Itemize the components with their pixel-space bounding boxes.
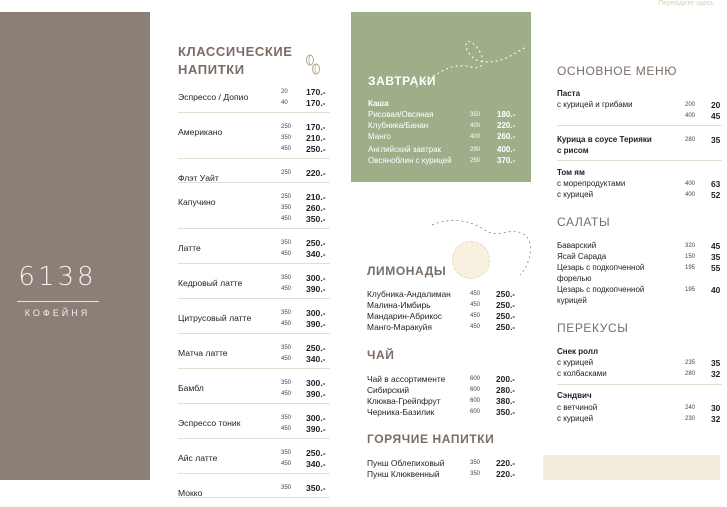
item-name: Английский завтрак bbox=[368, 145, 442, 154]
drink-item bbox=[178, 192, 330, 229]
item-volume: 400 bbox=[685, 192, 696, 198]
item-volume: 450 bbox=[470, 324, 481, 330]
drink-volume: 350 bbox=[281, 275, 292, 281]
drink-item bbox=[178, 483, 330, 498]
tea-row bbox=[367, 396, 527, 407]
dish-variant: с курицей и грибами bbox=[557, 100, 633, 109]
item-volume: 450 bbox=[470, 313, 481, 319]
classic-title-line1: КЛАССИЧЕСКИЕ bbox=[178, 44, 293, 59]
item-price: 400.- bbox=[497, 145, 516, 154]
dish-variant: с ветчиной bbox=[557, 403, 598, 412]
drink-name: Матча латте bbox=[178, 348, 228, 358]
item-price: 280.- bbox=[496, 385, 516, 395]
drink-price-line bbox=[178, 144, 330, 155]
dish-name: Сэндвич bbox=[557, 391, 592, 400]
item-volume: 150 bbox=[685, 254, 696, 260]
item-volume: 600 bbox=[470, 376, 481, 382]
drink-price: 300.- bbox=[306, 308, 326, 318]
drink-name: Флэт Уайт bbox=[178, 173, 219, 183]
drink-volume: 450 bbox=[281, 251, 292, 257]
drink-volume: 450 bbox=[281, 216, 292, 222]
drink-price-line bbox=[178, 192, 330, 207]
item-volume: 230 bbox=[685, 416, 696, 422]
drink-volume: 350 bbox=[281, 310, 292, 316]
classic-drinks-list bbox=[178, 87, 330, 498]
drink-item bbox=[178, 238, 330, 264]
item-name: Чай в ассортименте bbox=[367, 374, 446, 384]
drink-price: 350.- bbox=[306, 214, 326, 224]
item-price: 180.- bbox=[497, 110, 516, 119]
drink-price-line bbox=[178, 284, 330, 295]
drink-price-line bbox=[178, 424, 330, 435]
item-volume: 240 bbox=[685, 405, 696, 411]
drink-price: 170.- bbox=[306, 122, 326, 132]
drink-item bbox=[178, 343, 330, 369]
drink-price-line bbox=[178, 87, 330, 102]
lemonade-row bbox=[367, 289, 527, 300]
drink-price: 390.- bbox=[306, 319, 326, 329]
drink-price: 210.- bbox=[306, 133, 326, 143]
drink-price: 210.- bbox=[306, 192, 326, 202]
item-name: Ясай Сарада bbox=[557, 252, 607, 261]
item-name: Клюква-Грейпфрут bbox=[367, 396, 441, 406]
lemonade-row bbox=[367, 300, 527, 311]
dish-name-row bbox=[557, 89, 727, 100]
hot-drinks-title: ГОРЯЧИЕ НАПИТКИ bbox=[367, 432, 495, 446]
dish-name: Снек ролл bbox=[557, 347, 599, 356]
dish-name-row bbox=[557, 168, 727, 179]
drink-price-line bbox=[178, 319, 330, 330]
item-price: 250.- bbox=[496, 322, 516, 332]
drink-price-line bbox=[178, 98, 330, 109]
item-price: 20 bbox=[711, 100, 721, 110]
salad-row-cont bbox=[557, 296, 727, 307]
drink-price: 390.- bbox=[306, 389, 326, 399]
drink-volume: 450 bbox=[281, 356, 292, 362]
dish-variant-row bbox=[557, 179, 727, 190]
drink-price: 250.- bbox=[306, 144, 326, 154]
drink-name: Мокко bbox=[178, 488, 203, 498]
item-volume: 290 bbox=[470, 147, 481, 153]
drink-name: Кедровый латте bbox=[178, 278, 243, 288]
drink-volume: 450 bbox=[281, 426, 292, 432]
item-price: 220.- bbox=[496, 458, 516, 468]
item-price: 52 bbox=[711, 190, 721, 200]
brand-subtitle: КОФЕЙНЯ bbox=[24, 308, 91, 318]
dish-name-row bbox=[557, 391, 727, 402]
drink-price: 250.- bbox=[306, 448, 326, 458]
drink-price-line bbox=[178, 354, 330, 365]
drink-item bbox=[178, 122, 330, 159]
drink-name: Капучино bbox=[178, 197, 216, 207]
classic-title-line2: НАПИТКИ bbox=[178, 62, 245, 77]
drink-price: 340.- bbox=[306, 459, 326, 469]
drink-volume: 350 bbox=[281, 380, 292, 386]
item-price: 45 bbox=[711, 241, 721, 251]
drink-item bbox=[178, 168, 330, 183]
tea-row bbox=[367, 385, 527, 396]
dish-variant: с курицей bbox=[557, 414, 594, 423]
item-volume: 350 bbox=[470, 471, 481, 477]
drink-price-line bbox=[178, 168, 330, 183]
drink-item bbox=[178, 308, 330, 334]
drink-price: 340.- bbox=[306, 249, 326, 259]
item-volume: 280 bbox=[685, 371, 696, 377]
drink-price-line bbox=[178, 133, 330, 144]
item-name: Пунш Облепиховый bbox=[367, 458, 445, 468]
drink-volume: 350 bbox=[281, 135, 292, 141]
item-name: Манго bbox=[368, 132, 391, 141]
dish-name: Паста bbox=[557, 89, 581, 98]
drink-price: 350.- bbox=[306, 483, 326, 493]
lemonade-row bbox=[367, 311, 527, 322]
breakfast-row bbox=[368, 156, 523, 167]
hot-drink-row bbox=[367, 458, 527, 469]
breakfast-row bbox=[368, 145, 523, 156]
item-name: Малина-Имбирь bbox=[367, 300, 431, 310]
divider bbox=[178, 228, 330, 229]
breakfast-row bbox=[368, 121, 523, 132]
item-volume: 400 bbox=[685, 113, 696, 119]
drink-price-line bbox=[178, 308, 330, 323]
drink-price: 390.- bbox=[306, 424, 326, 434]
brand-panel bbox=[0, 12, 150, 480]
item-name: Черника-Базилик bbox=[367, 407, 435, 417]
salad-row bbox=[557, 285, 727, 296]
drink-volume: 350 bbox=[281, 205, 292, 211]
item-volume: 400 bbox=[470, 134, 481, 140]
dish-variant-row bbox=[557, 369, 727, 380]
item-price: 55 bbox=[711, 263, 721, 273]
snacks-title: ПЕРЕКУСЫ bbox=[557, 321, 629, 335]
dish-name: Том ям bbox=[557, 168, 585, 177]
divider bbox=[178, 368, 330, 369]
item-name: Рисовая/Овсяная bbox=[368, 110, 434, 119]
drink-volume: 450 bbox=[281, 461, 292, 467]
drink-name: Американо bbox=[178, 127, 223, 137]
drink-price-line bbox=[178, 389, 330, 400]
salad-row bbox=[557, 241, 727, 252]
divider bbox=[178, 112, 330, 113]
item-volume: 450 bbox=[470, 291, 481, 297]
dish-variant: с колбасками bbox=[557, 369, 607, 378]
drink-item bbox=[178, 413, 330, 439]
item-price: 220.- bbox=[496, 469, 516, 479]
divider bbox=[557, 125, 722, 126]
drink-volume: 250 bbox=[281, 170, 292, 176]
brand-name: 6138 bbox=[18, 262, 97, 292]
tea-row bbox=[367, 407, 527, 418]
dish-name-cont: с рисом bbox=[557, 146, 589, 155]
drink-price: 170.- bbox=[306, 87, 326, 97]
drink-volume: 250 bbox=[281, 194, 292, 200]
dish-variant: с курицей bbox=[557, 190, 594, 199]
dish-name-row bbox=[557, 347, 727, 358]
drink-item bbox=[178, 448, 330, 474]
item-price: 260.- bbox=[497, 132, 516, 141]
drink-price-line bbox=[178, 459, 330, 470]
breakfast-title: ЗАВТРАКИ bbox=[368, 74, 437, 88]
item-price: 63 bbox=[711, 179, 721, 189]
item-name: Цезарь с подкопченной bbox=[557, 285, 645, 294]
lemonade-row bbox=[367, 322, 527, 333]
drink-name: Эспрессо тоник bbox=[178, 418, 241, 428]
item-price: 250.- bbox=[496, 289, 516, 299]
item-price: 220.- bbox=[497, 121, 516, 130]
item-volume: 195 bbox=[685, 287, 696, 293]
drink-volume: 250 bbox=[281, 124, 292, 130]
dish-variant-row bbox=[557, 403, 727, 414]
item-volume: 350 bbox=[470, 112, 481, 118]
item-name: Овсяноблин с курицей bbox=[368, 156, 452, 165]
main-menu-title: ОСНОВНОЕ МЕНЮ bbox=[557, 64, 677, 78]
item-price: 35 bbox=[711, 252, 721, 262]
item-name: Баварский bbox=[557, 241, 597, 250]
item-price: 35 bbox=[711, 135, 721, 145]
classic-drinks-section bbox=[178, 43, 330, 507]
drink-name: Эспрессо / Допио bbox=[178, 92, 249, 102]
drink-price-line bbox=[178, 413, 330, 428]
drink-volume: 350 bbox=[281, 450, 292, 456]
item-name: Пунш Клюквенный bbox=[367, 469, 440, 479]
drink-volume: 450 bbox=[281, 391, 292, 397]
dish-name-row bbox=[557, 146, 727, 157]
divider bbox=[178, 438, 330, 439]
item-volume: 400 bbox=[685, 181, 696, 187]
item-price: 40 bbox=[711, 285, 721, 295]
drink-price-line bbox=[178, 343, 330, 358]
dish-variant-row bbox=[557, 414, 727, 425]
item-price: 32 bbox=[711, 414, 721, 424]
divider bbox=[178, 298, 330, 299]
item-volume: 350 bbox=[470, 460, 481, 466]
drink-volume: 20 bbox=[281, 89, 288, 95]
item-price: 200.- bbox=[496, 374, 516, 384]
lemonades-title: ЛИМОНАДЫ bbox=[367, 264, 447, 278]
divider bbox=[178, 333, 330, 334]
drink-name: Бамбл bbox=[178, 383, 204, 393]
drink-item bbox=[178, 273, 330, 299]
dish-variant: с курицей bbox=[557, 358, 594, 367]
drink-name: Цитрусовый латте bbox=[178, 313, 252, 323]
divider bbox=[557, 160, 722, 161]
drink-volume: 350 bbox=[281, 415, 292, 421]
drink-price: 300.- bbox=[306, 378, 326, 388]
drink-price-line bbox=[178, 273, 330, 288]
drink-volume: 350 bbox=[281, 345, 292, 351]
drink-price-line bbox=[178, 122, 330, 137]
item-volume: 280 bbox=[685, 137, 696, 143]
divider bbox=[557, 384, 722, 385]
item-name: Сибирский bbox=[367, 385, 410, 395]
drink-price: 300.- bbox=[306, 413, 326, 423]
drink-price-line bbox=[178, 448, 330, 463]
item-price: 380.- bbox=[496, 396, 516, 406]
item-name: Цезарь с подкопченной bbox=[557, 263, 645, 272]
item-volume: 450 bbox=[470, 302, 481, 308]
hot-drink-row bbox=[367, 469, 527, 480]
item-price: 35 bbox=[711, 358, 721, 368]
item-name: Мандарин-Абрикос bbox=[367, 311, 442, 321]
breakfast-row bbox=[368, 110, 523, 121]
dish-variant: с морепродуктами bbox=[557, 179, 626, 188]
item-name: Манго-Маракуйя bbox=[367, 322, 432, 332]
divider bbox=[178, 263, 330, 264]
item-name-cont: курицей bbox=[557, 296, 587, 305]
item-price: 30 bbox=[711, 403, 721, 413]
drink-name: Айс латте bbox=[178, 453, 218, 463]
drink-price-line bbox=[178, 249, 330, 260]
item-volume: 200 bbox=[685, 102, 696, 108]
item-volume: 600 bbox=[470, 398, 481, 404]
dish-variant-row bbox=[557, 111, 727, 122]
divider bbox=[178, 473, 330, 474]
drink-price-line bbox=[178, 214, 330, 225]
drink-volume: 450 bbox=[281, 146, 292, 152]
item-volume: 320 bbox=[685, 243, 696, 249]
drink-volume: 450 bbox=[281, 321, 292, 327]
drink-price: 390.- bbox=[306, 284, 326, 294]
item-name: Клубника-Андалиман bbox=[367, 289, 451, 299]
drink-price: 260.- bbox=[306, 203, 326, 213]
item-volume: 600 bbox=[470, 409, 481, 415]
drink-item bbox=[178, 87, 330, 113]
item-price: 45 bbox=[711, 111, 721, 121]
dish-name-row bbox=[557, 135, 727, 146]
drink-price-line bbox=[178, 238, 330, 253]
drink-price-line bbox=[178, 483, 330, 498]
dish-variant-row bbox=[557, 190, 727, 201]
brand-divider bbox=[17, 301, 99, 302]
top-link-text[interactable]: Перейдите здесь bbox=[658, 0, 714, 7]
salad-row bbox=[557, 252, 727, 263]
drink-volume: 350 bbox=[281, 485, 292, 491]
drink-price: 340.- bbox=[306, 354, 326, 364]
dish-variant-row bbox=[557, 100, 727, 111]
item-price: 250.- bbox=[496, 311, 516, 321]
dish-variant-row bbox=[557, 358, 727, 369]
salad-row bbox=[557, 263, 727, 274]
item-price: 32 bbox=[711, 369, 721, 379]
drink-volume: 450 bbox=[281, 286, 292, 292]
item-volume: 195 bbox=[685, 265, 696, 271]
divider bbox=[178, 158, 330, 159]
item-name-cont: форелью bbox=[557, 274, 592, 283]
item-price: 250.- bbox=[496, 300, 516, 310]
divider bbox=[178, 403, 330, 404]
item-volume: 600 bbox=[470, 387, 481, 393]
drink-item bbox=[178, 378, 330, 404]
drink-price: 170.- bbox=[306, 98, 326, 108]
lemon-slice-icon bbox=[452, 241, 490, 279]
drink-volume: 350 bbox=[281, 240, 292, 246]
item-volume: 250 bbox=[470, 158, 481, 164]
breakfast-row bbox=[368, 132, 523, 143]
salad-row-cont bbox=[557, 274, 727, 285]
drink-price: 220.- bbox=[306, 168, 326, 178]
drink-price: 250.- bbox=[306, 238, 326, 248]
drink-volume: 40 bbox=[281, 100, 288, 106]
item-price: 370.- bbox=[497, 156, 516, 165]
tea-row bbox=[367, 374, 527, 385]
drink-price: 300.- bbox=[306, 273, 326, 283]
footer-panel bbox=[543, 455, 720, 480]
dish-name: Курица в соусе Терияки bbox=[557, 135, 652, 144]
drink-price: 250.- bbox=[306, 343, 326, 353]
item-volume: 400 bbox=[470, 123, 481, 129]
breakfast-panel bbox=[351, 12, 531, 182]
drink-name: Латте bbox=[178, 243, 201, 253]
item-volume: 235 bbox=[685, 360, 696, 366]
drink-price-line bbox=[178, 203, 330, 214]
salads-title: САЛАТЫ bbox=[557, 215, 611, 229]
item-price: 350.- bbox=[496, 407, 516, 417]
drink-price-line bbox=[178, 378, 330, 393]
kasha-label: Каша bbox=[368, 99, 389, 108]
item-name: Клубника/Банан bbox=[368, 121, 429, 130]
tea-title: ЧАЙ bbox=[367, 348, 395, 362]
